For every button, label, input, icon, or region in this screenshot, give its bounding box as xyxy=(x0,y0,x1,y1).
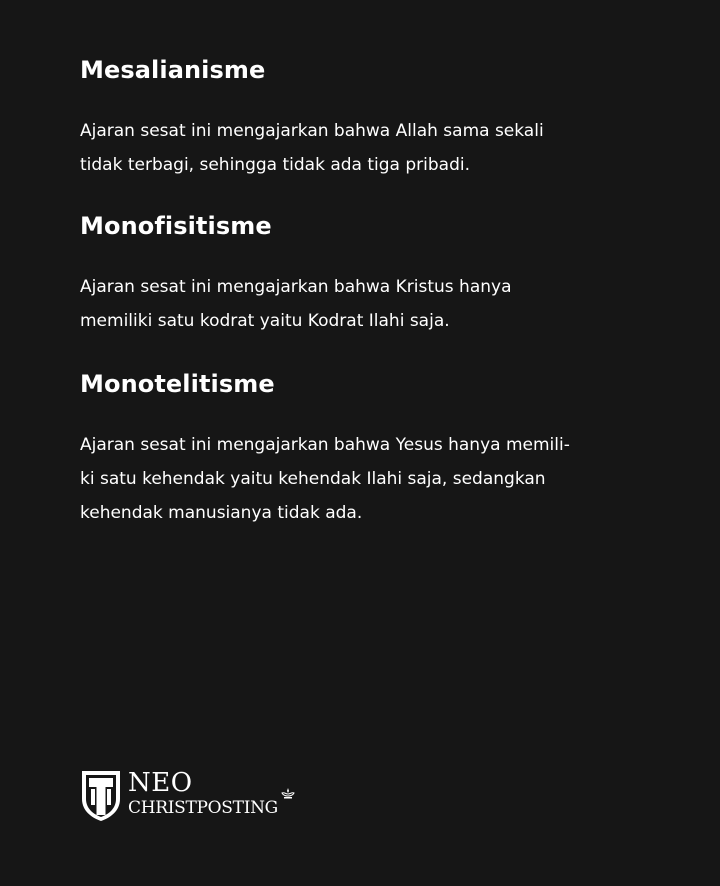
brand-logo xyxy=(80,769,296,825)
section-mesalianisme xyxy=(80,54,670,182)
brand-name-line2: CHRISTPOSTING xyxy=(128,798,278,818)
section-title: Monotelitisme xyxy=(80,370,275,398)
section-body: Ajaran sesat ini mengajarkan bahwa Kristus hanya memiliki satu kodrat yaitu Kodrat Ilahi saja. xyxy=(80,277,512,331)
crown-ornament-icon xyxy=(280,787,296,801)
section-title: Mesalianisme xyxy=(80,56,266,84)
section-monotelitisme xyxy=(80,368,670,530)
brand-wordmark xyxy=(128,769,296,819)
shield-cross-icon xyxy=(80,769,122,823)
article-content xyxy=(80,54,670,530)
brand-line2-wrap xyxy=(128,797,296,819)
brand-name-line1: NEO xyxy=(128,768,193,798)
section-title: Monofisitisme xyxy=(80,212,272,240)
section-body: Ajaran sesat ini mengajarkan bahwa Yesus hanya memili- ki satu kehendak yaitu kehendak Ilahi saja, sedangkan kehendak manusianya tidak ada. xyxy=(80,435,570,523)
section-monofisitisme xyxy=(80,210,670,338)
section-body: Ajaran sesat ini mengajarkan bahwa Allah sama sekali tidak terbagi, sehingga tidak ada tiga pribadi. xyxy=(80,121,544,175)
